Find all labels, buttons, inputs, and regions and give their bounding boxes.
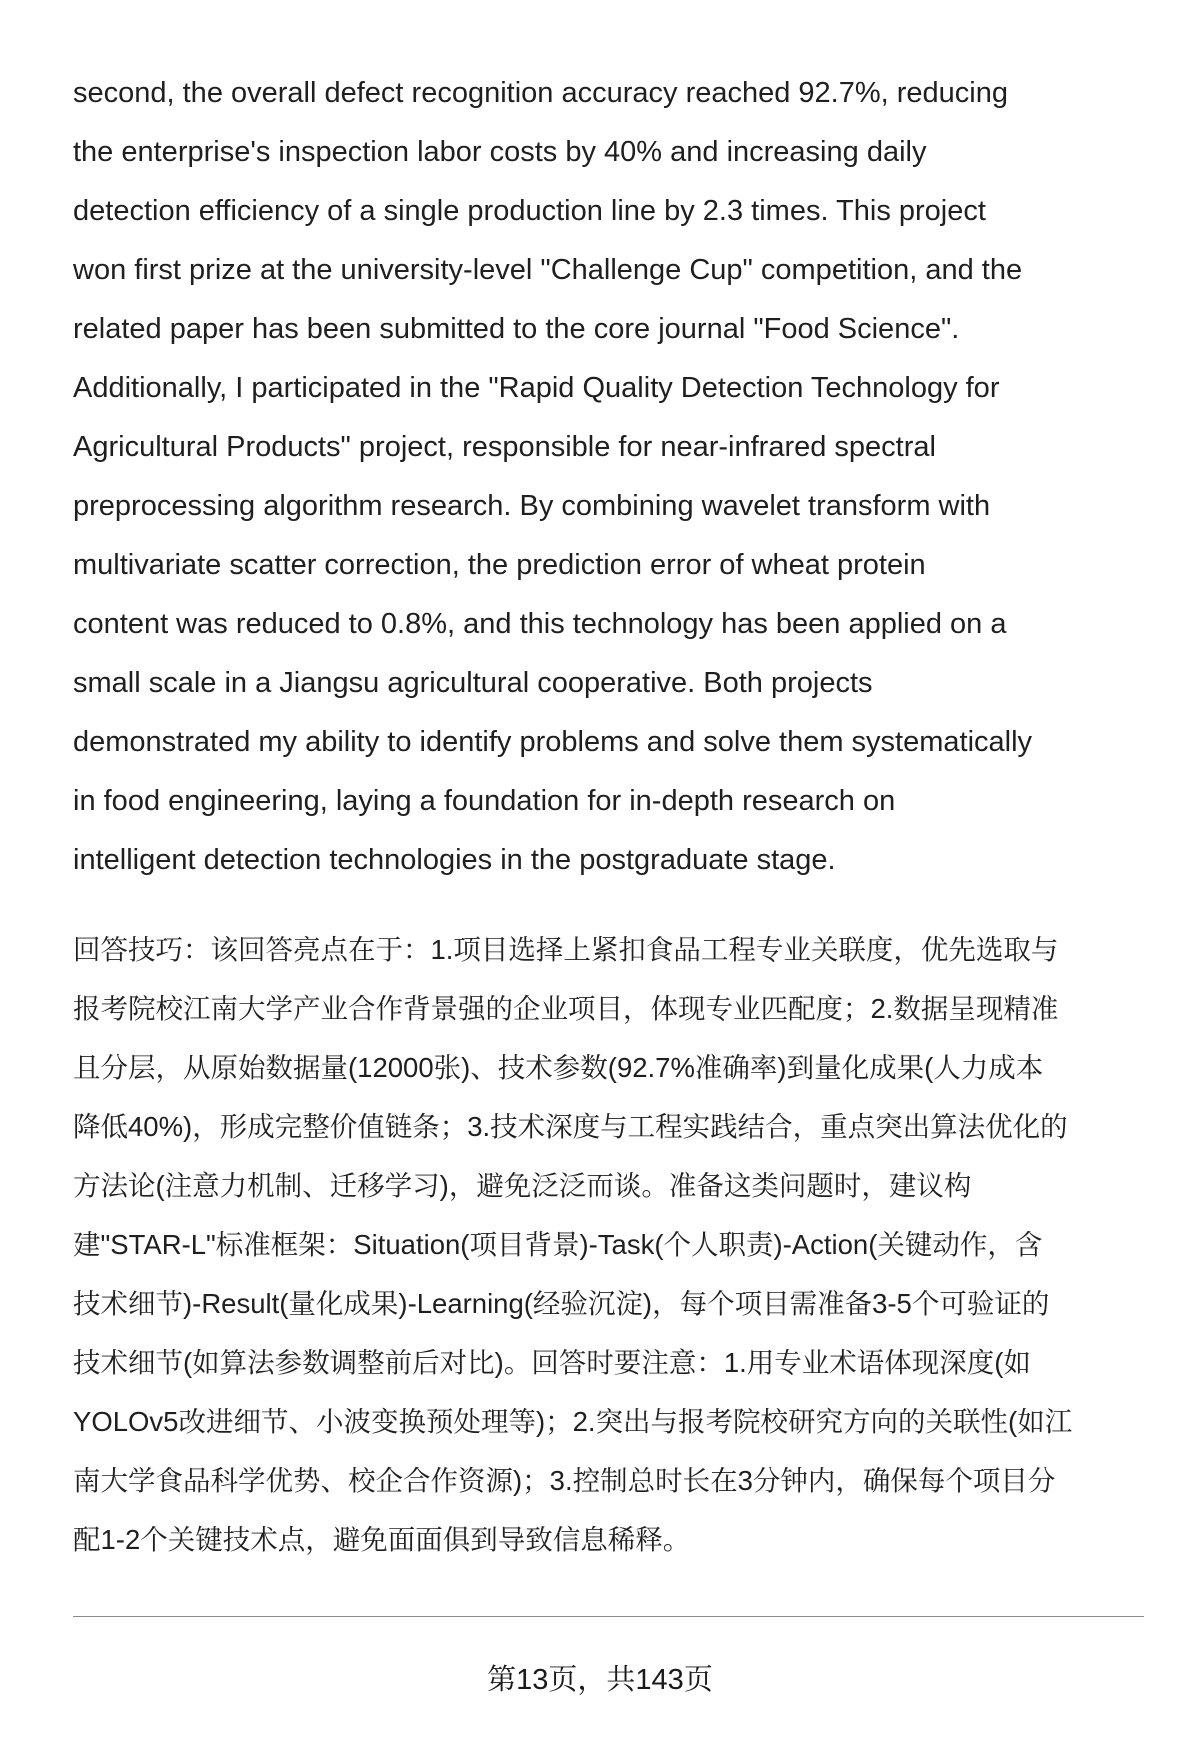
paragraph-line: 配1-2个关键技术点，避免面面俱到导致信息稀释。 xyxy=(73,1524,691,1555)
paragraph-line: content was reduced to 0.8%, and this technology has been applied on a xyxy=(73,608,1007,640)
paragraph-line: YOLOv5改进细节、小波变换预处理等)；2.突出与报考院校研究方向的关联性(如江 xyxy=(73,1406,1073,1437)
paragraph-line: 方法论(注意力机制、迁移学习)，避免泛泛而谈。准备这类问题时，建议构 xyxy=(73,1170,972,1201)
paragraph-line: 回答技巧：该回答亮点在于：1.项目选择上紧扣食品工程专业关联度，优先选取与 xyxy=(73,934,1059,965)
paragraph-line: detection efficiency of a single production line by 2.3 times. This project xyxy=(73,195,986,227)
page-number: 第13页，共143页 xyxy=(487,1664,713,1696)
paragraph-line: multivariate scatter correction, the prediction error of wheat protein xyxy=(73,549,926,581)
paragraph-line: related paper has been submitted to the core journal "Food Science". xyxy=(73,313,960,345)
paragraph-line: 技术细节(如算法参数调整前后对比)。回答时要注意：1.用专业术语体现深度(如 xyxy=(73,1347,1031,1378)
answer-tips-paragraph xyxy=(73,920,1153,1569)
paragraph-line: in food engineering, laying a foundation for in-depth research on xyxy=(73,785,896,817)
paragraph-line: 且分层，从原始数据量(12000张)、技术参数(92.7%准确率)到量化成果(人力成本 xyxy=(73,1052,1044,1083)
paragraph-line: demonstrated my ability to identify problems and solve them systematically xyxy=(73,726,1033,758)
paragraph-line: preprocessing algorithm research. By combining wavelet transform with xyxy=(73,490,991,522)
paragraph-line: 南大学食品科学优势、校企合作资源)；3.控制总时长在3分钟内，确保每个项目分 xyxy=(73,1465,1056,1496)
paragraph-line: Agricultural Products" project, responsible for near-infrared spectral xyxy=(73,431,936,463)
paragraph-line: 技术细节)-Result(量化成果)-Learning(经验沉淀)，每个项目需准备3-5个可验证的 xyxy=(73,1288,1050,1319)
paragraph-line: 报考院校江南大学产业合作背景强的企业项目，体现专业匹配度；2.数据呈现精准 xyxy=(73,993,1059,1024)
footer-divider xyxy=(73,1616,1144,1617)
paragraph-line: won first prize at the university-level "Challenge Cup" competition, and the xyxy=(73,254,1023,286)
paragraph-line: second, the overall defect recognition accuracy reached 92.7%, reducing xyxy=(73,77,1009,109)
paragraph-line: Additionally, I participated in the "Rapid Quality Detection Technology for xyxy=(73,372,1000,404)
paragraph-line: 建"STAR-L"标准框架：Situation(项目背景)-Task(个人职责)-Action(关键动作，含 xyxy=(73,1229,1043,1260)
answer-paragraph xyxy=(73,64,1153,890)
paragraph-line: the enterprise's inspection labor costs by 40% and increasing daily xyxy=(73,136,927,168)
paragraph-line: intelligent detection technologies in the postgraduate stage. xyxy=(73,844,836,876)
paragraph-line: 降低40%)，形成完整价值链条；3.技术深度与工程实践结合，重点突出算法优化的 xyxy=(73,1111,1068,1142)
paragraph-line: small scale in a Jiangsu agricultural cooperative. Both projects xyxy=(73,667,873,699)
